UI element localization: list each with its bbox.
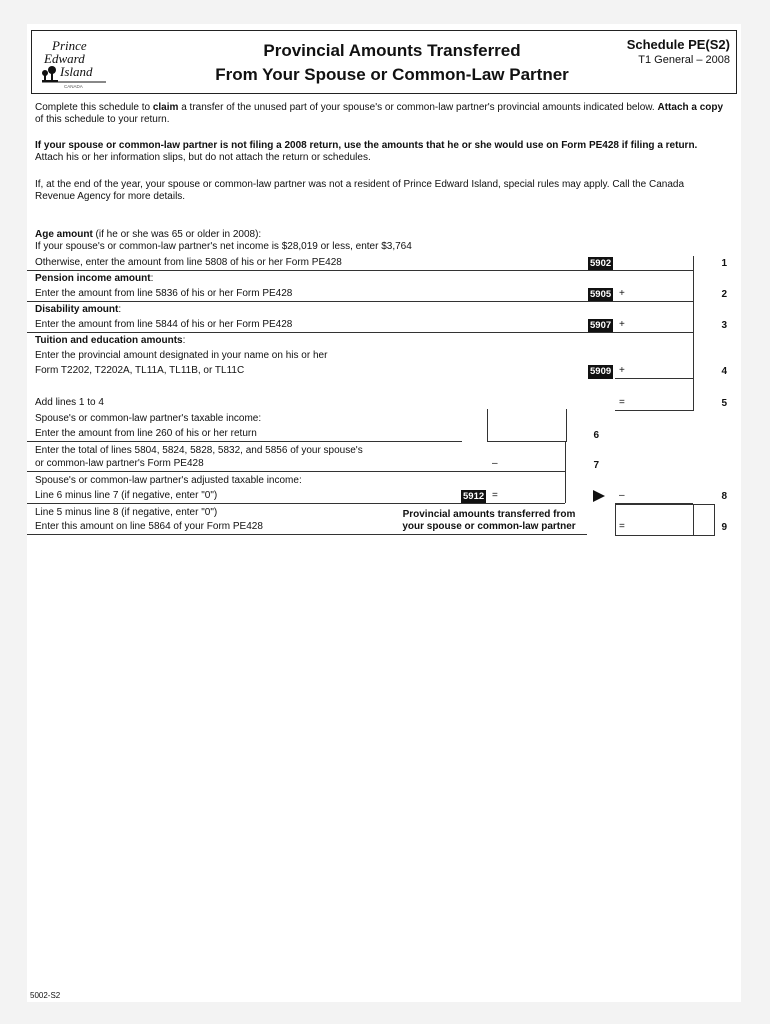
line-number-9: 9: [721, 522, 727, 533]
intro-bold: If your spouse or common-law partner is not filing a 2008 return, use the amounts that he or she would use on Form PE428 if filing a return.: [35, 140, 698, 151]
code-5905: 5905: [590, 289, 612, 300]
divider: [27, 270, 615, 271]
intro-bold: Attach a copy: [657, 102, 724, 113]
line8-text-a: Spouse's or common-law partner's adjusted taxable income:: [35, 475, 302, 486]
logo-word-3: Island: [60, 64, 93, 79]
line-number-1: 1: [721, 258, 727, 269]
column-divider: [565, 472, 566, 503]
form-page: [27, 24, 741, 1002]
form-code: 5002-S2: [30, 991, 61, 1000]
logo-sub: CANADA: [64, 84, 83, 89]
amount-field-3[interactable]: [27, 332, 693, 333]
title-line-1: Provincial Amounts Transferred: [263, 41, 521, 60]
amount-field-6[interactable]: [487, 409, 567, 442]
schedule-name: Schedule PE(S2): [626, 37, 730, 52]
line-number-8: 8: [721, 491, 727, 502]
line-number-4: 4: [721, 366, 727, 377]
disability-line-2: Enter the amount from line 5844 of his or her Form PE428: [35, 319, 293, 330]
intro-text: a transfer of the unused part of your spouse's or common-law partner's provincial amounts indicated below.: [178, 102, 658, 113]
tuition-heading: [35, 335, 185, 347]
form-year: T1 General – 2008: [638, 54, 730, 66]
tuition-line-2: Enter the provincial amount designated in your name on his or her: [35, 350, 328, 361]
line7-text-a: Enter the total of lines 5804, 5824, 5828, 5832, and 5856 of your spouse's: [35, 445, 363, 456]
column-divider: [565, 441, 566, 472]
divider: [391, 534, 587, 535]
pei-logo: [38, 35, 110, 89]
plus-sign: +: [619, 365, 625, 376]
pension-heading-text: :: [150, 273, 154, 284]
line9-label-1: Provincial amounts transferred from: [402, 509, 576, 520]
pension-heading-bold: Pension income amount: [35, 273, 151, 284]
logo-word-1: Prince: [52, 38, 87, 53]
intro-bold: claim: [152, 102, 179, 113]
logo-word-2: Edward: [44, 51, 85, 66]
line-number-7: 7: [593, 460, 599, 471]
line9-text-b: Enter this amount on line 5864 of your Form PE428: [35, 521, 263, 532]
amount-field-2[interactable]: [27, 301, 693, 302]
code-5912: 5912: [463, 491, 485, 502]
code-5907: 5907: [590, 320, 612, 331]
arrow-right-icon: [593, 490, 605, 502]
intro-text: of this schedule to your return.: [35, 114, 170, 125]
amount-field-4[interactable]: [615, 378, 693, 379]
line-number-5: 5: [721, 398, 727, 409]
minus-sign: –: [619, 490, 625, 501]
intro-paragraph-2: [35, 140, 725, 164]
line9-text-a: Line 5 minus line 8 (if negative, enter "0"): [35, 507, 218, 518]
intro-paragraph-3: If, at the end of the year, your spouse or common-law partner was not a resident of Prince Edward Island, special rules may apply. Call the Canada Revenue Agency for more details.: [35, 179, 685, 202]
equals-sign: =: [492, 490, 498, 501]
pension-line-2: Enter the amount from line 5836 of his or her Form PE428: [35, 288, 293, 299]
amount-field-8a[interactable]: [27, 503, 565, 504]
tuition-line-3: Form T2202, T2202A, TL11A, TL11B, or TL11C: [35, 365, 245, 376]
age-heading-bold: Age amount: [35, 229, 93, 240]
age-line-3: Otherwise, enter the amount from line 5808 of his or her Form PE428: [35, 257, 342, 268]
minus-sign: –: [492, 458, 498, 469]
intro-text: Complete this schedule to: [35, 102, 153, 113]
form-header: [31, 30, 737, 94]
divider: [27, 441, 462, 442]
age-line-2: If your spouse's or common-law partner's net income is $28,019 or less, enter $3,764: [35, 241, 412, 252]
tuition-heading-bold: Tuition and education amounts: [35, 335, 183, 346]
line9-label-2: your spouse or common-law partner: [402, 521, 576, 532]
line6-text-b: Enter the amount from line 260 of his or her return: [35, 428, 257, 439]
line8-text-b: Line 6 minus line 7 (if negative, enter "0"): [35, 490, 218, 501]
line6-text-a: Spouse's or common-law partner's taxable income:: [35, 413, 262, 424]
disability-heading-bold: Disability amount: [35, 304, 119, 315]
page-title: [172, 39, 612, 87]
column-divider: [693, 256, 694, 411]
title-line-2: From Your Spouse or Common-Law Partner: [215, 65, 569, 84]
equals-sign: =: [619, 521, 625, 532]
disability-heading: [35, 304, 121, 316]
code-5902: 5902: [590, 258, 612, 269]
tuition-heading-text: :: [182, 335, 186, 346]
column-divider: [693, 505, 694, 535]
code-5909: 5909: [590, 366, 612, 377]
pension-heading: [35, 273, 153, 285]
amount-field-7[interactable]: [27, 471, 565, 472]
disability-heading-text: :: [118, 304, 122, 315]
amount-field-5[interactable]: [615, 410, 693, 411]
schedule-id: [627, 37, 730, 66]
intro-paragraph-1: [35, 102, 725, 126]
intro-text: Attach his or her information slips, but do not attach the return or schedules.: [35, 152, 371, 163]
add-lines-label: Add lines 1 to 4: [35, 397, 104, 408]
amount-field-1[interactable]: [615, 270, 693, 271]
line-number-6: 6: [593, 430, 599, 441]
line-number-3: 3: [721, 320, 727, 331]
age-heading-text: (if he or she was 65 or older in 2008):: [92, 229, 262, 240]
line-number-2: 2: [721, 289, 727, 300]
amount-field-9[interactable]: [615, 504, 715, 536]
age-heading: [35, 229, 261, 241]
equals-sign: =: [619, 397, 625, 408]
line7-text-b: or common-law partner's Form PE428: [35, 458, 204, 469]
plus-sign: +: [619, 319, 625, 330]
plus-sign: +: [619, 288, 625, 299]
